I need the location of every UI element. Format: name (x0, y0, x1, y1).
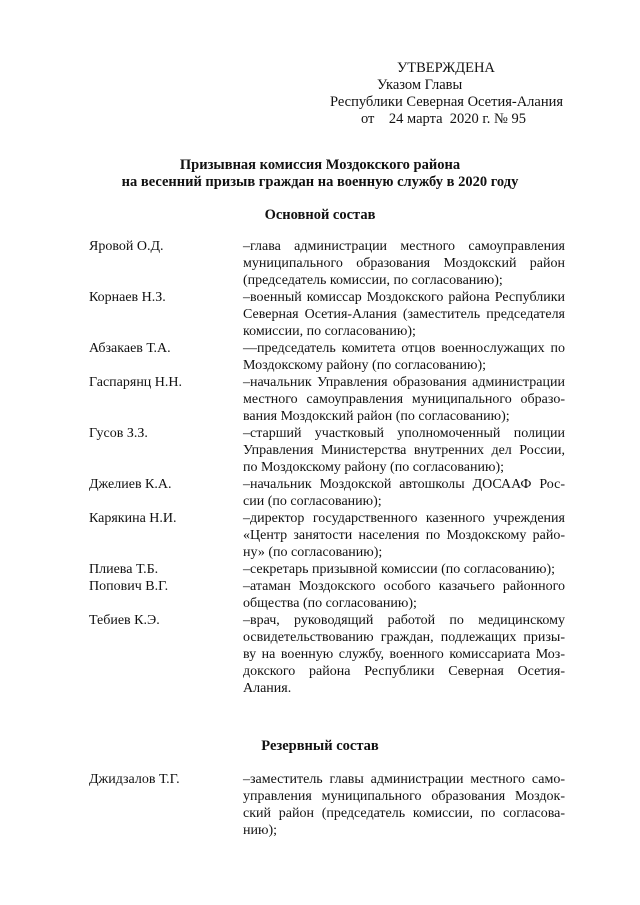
approval-title: УТВЕРЖДЕНА (397, 60, 495, 76)
approval-decree: Указом Главы (377, 77, 463, 93)
member-role-line: Алания. (243, 681, 292, 696)
member-role-line: общества (по согласованию); (243, 596, 417, 611)
member-role (243, 771, 565, 839)
member-role-line: по Моздокскому району (по согласованию); (243, 460, 504, 475)
member-role-line: вания Моздокский район (по согласованию); (243, 409, 510, 424)
member-role-line: –атаман Моздокского особого казачьего районного (243, 579, 565, 594)
member-role (243, 578, 565, 612)
member-role-line: —председатель комитета отцов военнослужащих по (243, 341, 565, 356)
member-role-line: «Центр занятости населения по Моздокскому райо- (243, 528, 565, 543)
member-role-line: –глава администрации местного самоуправления (243, 239, 565, 254)
member-role (243, 289, 565, 340)
member-role-line: ну» (по согласованию); (243, 545, 383, 560)
member-role-line: сии (по согласованию); (243, 494, 382, 509)
member-role-line: освидетельствованию граждан, подлежащих призы- (243, 630, 565, 645)
member-role-line: комиссии, по согласованию); (243, 324, 416, 339)
member-role-line: –заместитель главы администрации местного само- (243, 772, 565, 787)
member-role-line: управления муниципального образования Моздок- (243, 789, 565, 804)
member-role-line: Северная Осетия-Алания (заместитель председателя (243, 307, 565, 322)
document-title-line-1: Призывная комиссия Моздокского района (179, 157, 461, 173)
member-name: Плиева Т.Б. (89, 562, 159, 577)
member-role (243, 510, 565, 561)
member-role-line: –начальник Управления образования администрации (243, 375, 565, 390)
member-role (243, 374, 565, 425)
member-role-line: муниципального образования Моздокский район (243, 256, 565, 271)
approval-date: от 24 марта 2020 г. № 95 (361, 111, 526, 127)
member-role-line: (председатель комиссии, по согласованию); (243, 273, 503, 288)
member-role (243, 476, 565, 510)
member-role-line: –директор государственного казенного учреждения (243, 511, 565, 526)
member-role (243, 612, 565, 697)
member-role-line: –военный комиссар Моздокского района Республики (243, 290, 565, 305)
member-role (243, 340, 565, 374)
member-name: Яровой О.Д. (89, 239, 164, 254)
member-name: Джидзалов Т.Г. (89, 772, 180, 787)
member-name: Джелиев К.А. (89, 477, 172, 492)
member-role-line: Моздокскому району (по согласованию); (243, 358, 486, 373)
member-role-line: ву на военную службу, военного комиссариата Моз- (243, 647, 565, 662)
member-role (243, 425, 565, 476)
member-role (243, 561, 565, 578)
approval-republic: Республики Северная Осетия-Алания (330, 94, 564, 110)
main-section-title: Основной состав (264, 207, 376, 223)
member-role-line: Управления Министерства внутренних дел России, (243, 443, 565, 458)
member-name: Корнаев Н.З. (89, 290, 166, 305)
reserve-section-title: Резервный состав (261, 738, 379, 754)
member-name: Попович В.Г. (89, 579, 169, 594)
member-name: Гусов З.З. (89, 426, 148, 441)
member-role-line: –начальник Моздокской автошколы ДОСААФ Рос- (243, 477, 565, 492)
member-role-line: местного самоуправления муниципального образо- (243, 392, 565, 407)
member-role-line: –врач, руководящий работой по медицинскому (243, 613, 565, 628)
member-name: Гаспарянц Н.Н. (89, 375, 183, 390)
member-role (243, 238, 565, 289)
document-title-line-2: на весенний призыв граждан на военную службу в 2020 году (121, 174, 519, 190)
member-role-line: –секретарь призывной комиссии (по согласованию); (243, 562, 556, 577)
member-role-line: докского района Республики Северная Осетия- (243, 664, 565, 679)
member-role-line: нию); (243, 823, 277, 838)
member-name: Тебиев К.Э. (89, 613, 160, 628)
member-name: Абзакаев Т.А. (89, 341, 171, 356)
member-role-line: ский район (председатель комиссии, по согласова- (243, 806, 565, 821)
member-name: Карякина Н.И. (89, 511, 177, 526)
member-role-line: –старший участковый уполномоченный полиции (243, 426, 565, 441)
